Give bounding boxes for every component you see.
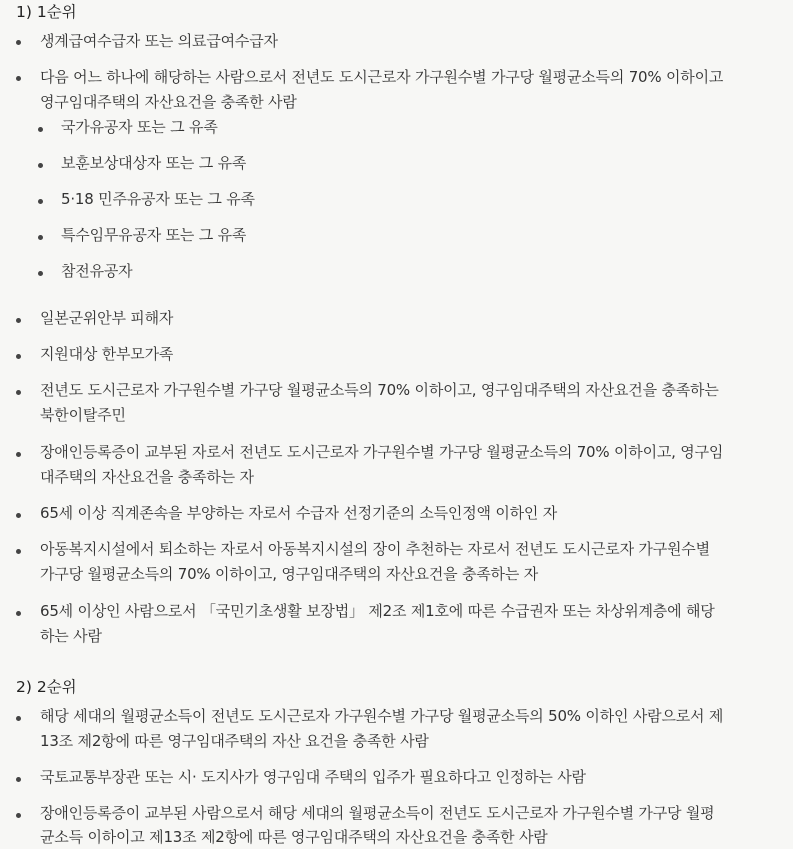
- bullet-icon: [16, 390, 21, 395]
- sub-list-item-text: 5·18 민주유공자 또는 그 유족: [61, 190, 255, 208]
- sub-list-item-text: 국가유공자 또는 그 유족: [61, 118, 218, 136]
- section2-heading: 2) 2순위: [16, 678, 77, 696]
- list-item-text: 하는 사람: [40, 627, 102, 645]
- list-item-text: 생계급여수급자 또는 의료급여수급자: [40, 32, 278, 50]
- list-item-text: 북한이탈주민: [40, 406, 126, 424]
- bullet-icon: [16, 777, 21, 782]
- list-item-text: 아동복지시설에서 퇴소하는 자로서 아동복지시설의 장이 추천하는 자로서 전년도 도시근로자 가구원수별: [40, 540, 710, 558]
- list-item-text: 65세 이상인 사람으로서 「국민기초생활 보장법」 제2조 제1호에 따른 수급권자 또는 차상위계층에 해당: [40, 602, 715, 620]
- bullet-icon: [16, 354, 21, 359]
- bullet-icon: [16, 513, 21, 518]
- bullet-icon: [16, 452, 21, 457]
- list-item-text: 해당 세대의 월평균소득이 전년도 도시근로자 가구원수별 가구당 월평균소득의 50% 이하인 사람으로서 제: [40, 707, 724, 725]
- list-item-text: 장애인등록증이 교부된 사람으로서 해당 세대의 월평균소득이 전년도 도시근로자 가구원수별 가구당 월평: [40, 804, 715, 822]
- sub-list-item-text: 참전유공자: [61, 262, 133, 280]
- bullet-icon: [16, 549, 21, 554]
- list-item-text: 영구임대주택의 자산요건을 충족한 사람: [40, 93, 297, 111]
- bullet-icon: [38, 235, 43, 240]
- bullet-icon: [16, 318, 21, 323]
- list-item-text: 13조 제2항에 따른 영구임대주택의 자산 요건을 충족한 사람: [40, 732, 429, 750]
- list-item-text: 대주택의 자산요건을 충족하는 자: [40, 468, 254, 486]
- list-item-text: 가구당 월평균소득의 70% 이하이고, 영구임대주택의 자산요건을 충족하는 자: [40, 565, 538, 583]
- sub-list-item-text: 특수임무유공자 또는 그 유족: [61, 226, 247, 244]
- bullet-icon: [16, 611, 21, 616]
- bullet-icon: [38, 271, 43, 276]
- bullet-icon: [16, 76, 21, 81]
- bullet-icon: [38, 199, 43, 204]
- list-item-text: 장애인등록증이 교부된 자로서 전년도 도시근로자 가구원수별 가구당 월평균소득의 70% 이하이고, 영구임: [40, 443, 724, 461]
- section1-heading: 1) 1순위: [16, 3, 77, 21]
- bullet-icon: [16, 716, 21, 721]
- bullet-icon: [38, 163, 43, 168]
- list-item-text: 다음 어느 하나에 해당하는 사람으로서 전년도 도시근로자 가구원수별 가구당 월평균소득의 70% 이하이고: [40, 68, 724, 86]
- list-item-text: 균소득 이하이고 제13조 제2항에 따른 영구임대주택의 자산요건을 충족한 사람: [40, 828, 548, 846]
- bullet-icon: [16, 813, 21, 818]
- list-item-text: 국토교통부장관 또는 시· 도지사가 영구임대 주택의 입주가 필요하다고 인정하는 사람: [40, 768, 586, 786]
- list-item-text: 지원대상 한부모가족: [40, 345, 174, 363]
- bullet-icon: [16, 40, 21, 45]
- list-item-text: 일본군위안부 피해자: [40, 309, 174, 327]
- list-item-text: 65세 이상 직계존속을 부양하는 자로서 수급자 선정기준의 소득인정액 이하인 자: [40, 504, 558, 522]
- bullet-icon: [38, 127, 43, 132]
- list-item-text: 전년도 도시근로자 가구원수별 가구당 월평균소득의 70% 이하이고, 영구임대주택의 자산요건을 충족하는: [40, 381, 719, 399]
- sub-list-item-text: 보훈보상대상자 또는 그 유족: [61, 154, 247, 172]
